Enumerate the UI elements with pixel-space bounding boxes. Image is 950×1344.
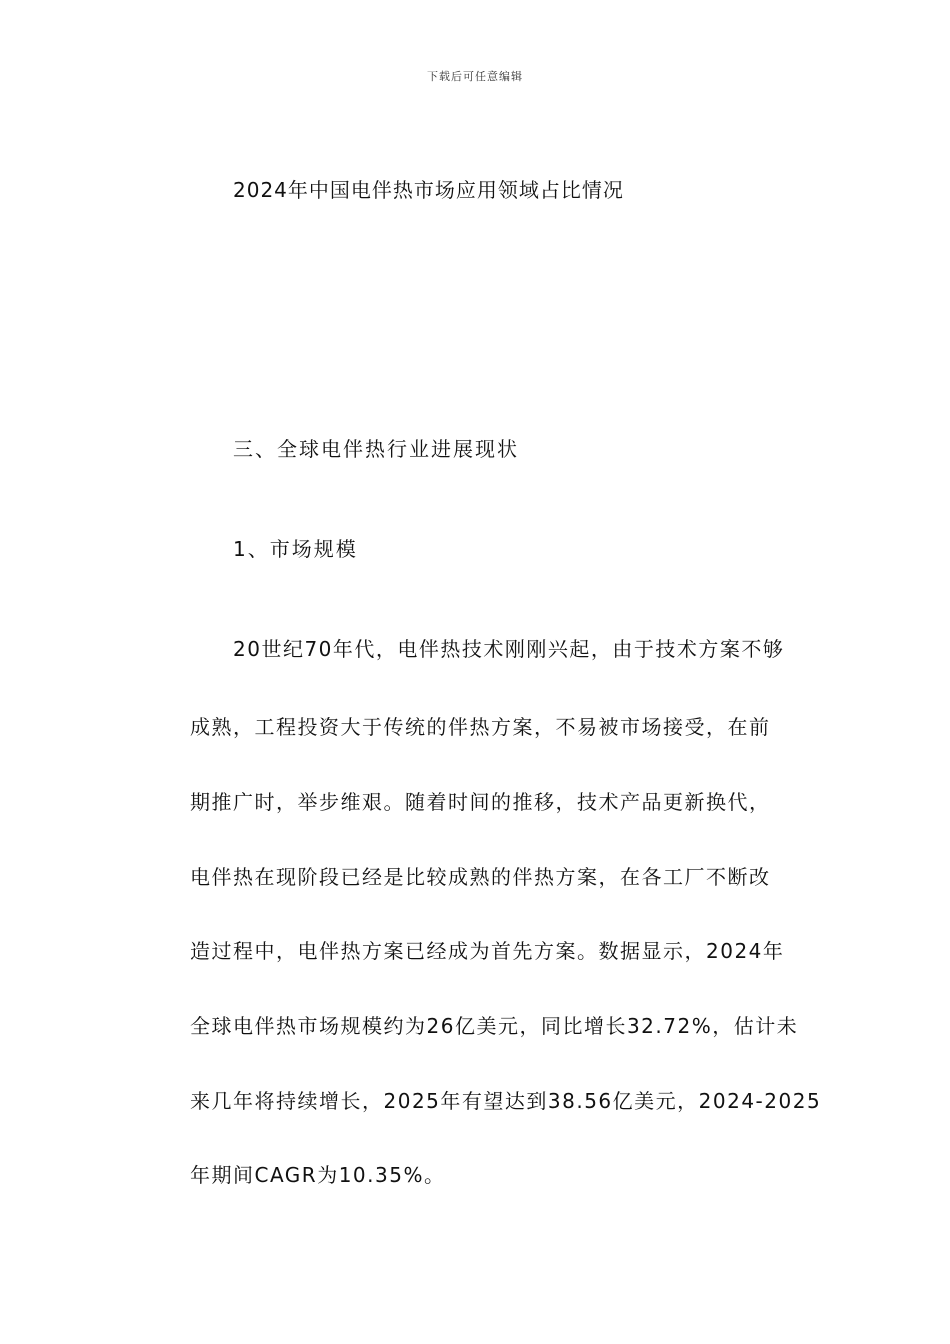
paragraph-line: 全球电伴热市场规模约为26亿美元，同比增长32.72%，估计未 [190, 1014, 799, 1038]
paragraph-line: 来几年将持续增长，2025年有望达到38.56亿美元，2024-2025 [190, 1089, 822, 1113]
section-heading: 三、全球电伴热行业进展现状 [233, 437, 519, 461]
paragraph-line: 20世纪70年代，电伴热技术刚刚兴起，由于技术方案不够 [233, 637, 785, 661]
paragraph-line: 成熟，工程投资大于传统的伴热方案，不易被市场接受，在前 [190, 715, 771, 739]
paragraph-line: 造过程中，电伴热方案已经成为首先方案。数据显示，2024年 [190, 939, 785, 963]
chart-caption: 2024年中国电伴热市场应用领域占比情况 [233, 178, 624, 202]
header-note: 下载后可任意编辑 [427, 70, 523, 83]
paragraph-line: 期推广时，举步维艰。随着时间的推移，技术产品更新换代， [190, 790, 771, 814]
paragraph-line: 年期间CAGR为10.35%。 [190, 1163, 446, 1187]
subsection-heading: 1、市场规模 [233, 537, 358, 561]
paragraph-line: 电伴热在现阶段已经是比较成熟的伴热方案，在各工厂不断改 [190, 865, 771, 889]
